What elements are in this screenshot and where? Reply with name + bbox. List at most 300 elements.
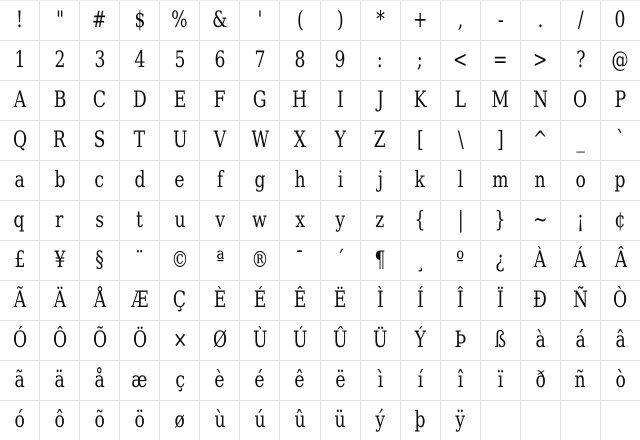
glyph-cell[interactable] [361, 281, 400, 320]
glyph-cell[interactable] [280, 321, 319, 360]
glyph: Í [416, 287, 424, 313]
glyph: [ [416, 127, 424, 153]
glyph-cell[interactable] [120, 1, 159, 40]
glyph: $ [134, 7, 146, 33]
glyph-cell[interactable] [40, 121, 79, 160]
glyph: q [14, 207, 26, 233]
glyph-cell[interactable] [40, 241, 79, 280]
glyph: A [13, 87, 26, 113]
glyph: r [55, 207, 64, 233]
glyph: £ [14, 247, 25, 273]
glyph: E [173, 87, 187, 113]
glyph: Ï [496, 287, 504, 313]
glyph: % [171, 7, 188, 33]
glyph-cell[interactable] [280, 161, 319, 200]
glyph-cell[interactable] [361, 81, 400, 120]
glyph-cell[interactable] [601, 81, 640, 120]
glyph-cell[interactable] [561, 41, 600, 80]
glyph: Û [332, 327, 348, 353]
glyph: R [53, 127, 67, 153]
glyph-cell[interactable] [401, 321, 440, 360]
glyph: ® [251, 247, 269, 273]
glyph: ` [616, 127, 625, 153]
glyph-cell[interactable] [40, 401, 79, 440]
empty-cell [561, 401, 600, 440]
glyph: d [134, 167, 146, 193]
glyph-cell[interactable] [441, 81, 480, 120]
glyph-cell[interactable] [561, 121, 600, 160]
glyph-cell[interactable] [280, 1, 319, 40]
glyph-cell[interactable] [120, 121, 159, 160]
glyph: ´ [335, 247, 345, 273]
glyph-cell[interactable] [441, 241, 480, 280]
glyph-cell[interactable] [240, 321, 279, 360]
glyph-cell[interactable] [561, 201, 600, 240]
glyph-cell[interactable] [561, 81, 600, 120]
glyph-cell[interactable] [120, 201, 159, 240]
glyph: ñ [574, 367, 586, 393]
glyph: Å [93, 287, 106, 313]
glyph-cell[interactable] [240, 201, 279, 240]
glyph-cell[interactable] [280, 81, 319, 120]
glyph: @ [611, 47, 630, 73]
glyph-cell[interactable] [240, 81, 279, 120]
glyph-cell[interactable] [280, 121, 319, 160]
glyph-cell[interactable] [80, 361, 119, 400]
glyph-cell[interactable] [601, 281, 640, 320]
glyph-cell[interactable] [441, 161, 480, 200]
glyph-cell[interactable] [120, 401, 159, 440]
glyph-cell[interactable] [120, 41, 159, 80]
glyph: ä [54, 367, 65, 393]
glyph-cell[interactable] [481, 281, 520, 320]
glyph: ¡ [576, 207, 584, 233]
glyph: æ [131, 367, 148, 393]
glyph-cell[interactable] [601, 241, 640, 280]
glyph: ú [254, 407, 266, 433]
glyph-cell[interactable] [40, 41, 79, 80]
glyph-cell[interactable] [441, 321, 480, 360]
glyph-cell[interactable] [521, 81, 560, 120]
glyph-cell[interactable] [200, 321, 239, 360]
glyph-cell[interactable] [40, 321, 79, 360]
glyph: a [14, 167, 25, 193]
glyph-cell[interactable] [561, 1, 600, 40]
glyph: 8 [294, 47, 306, 73]
glyph-cell[interactable] [321, 41, 360, 80]
glyph-cell[interactable] [401, 81, 440, 120]
glyph-cell[interactable] [481, 1, 520, 40]
glyph-cell[interactable] [441, 281, 480, 320]
glyph-cell[interactable] [200, 81, 239, 120]
glyph-cell[interactable] [160, 401, 199, 440]
glyph: ( [296, 7, 304, 33]
glyph-cell[interactable] [0, 361, 39, 400]
glyph-cell[interactable] [160, 81, 199, 120]
glyph: # [92, 7, 107, 33]
glyph-cell[interactable] [80, 1, 119, 40]
glyph-cell[interactable] [361, 1, 400, 40]
glyph-cell[interactable] [361, 121, 400, 160]
glyph: Ð [533, 287, 548, 313]
glyph-cell[interactable] [280, 361, 319, 400]
glyph: ~ [533, 207, 548, 233]
glyph-cell[interactable] [280, 241, 319, 280]
glyph-cell[interactable] [441, 201, 480, 240]
glyph: < [453, 47, 468, 73]
glyph-cell[interactable] [321, 1, 360, 40]
glyph: L [454, 87, 466, 113]
glyph-cell[interactable] [160, 241, 199, 280]
glyph-cell[interactable] [601, 41, 640, 80]
glyph-cell[interactable] [0, 321, 39, 360]
glyph: ê [294, 367, 306, 393]
glyph-cell[interactable] [40, 161, 79, 200]
glyph: ç [174, 367, 185, 393]
glyph: N [532, 87, 548, 113]
glyph-cell[interactable] [160, 1, 199, 40]
glyph: ¨ [135, 247, 145, 273]
glyph-cell[interactable] [321, 361, 360, 400]
glyph: \ [457, 127, 464, 153]
glyph-cell[interactable] [80, 41, 119, 80]
glyph-cell[interactable] [361, 401, 400, 440]
glyph-cell[interactable] [240, 281, 279, 320]
glyph: 6 [214, 47, 226, 73]
glyph-cell[interactable] [240, 1, 279, 40]
glyph-cell[interactable] [441, 1, 480, 40]
glyph-cell[interactable] [240, 361, 279, 400]
glyph: Y [334, 127, 346, 153]
glyph-cell[interactable] [601, 1, 640, 40]
glyph: § [95, 247, 104, 273]
glyph: Õ [92, 327, 107, 353]
glyph-cell[interactable] [80, 321, 119, 360]
glyph: M [491, 87, 510, 113]
glyph-cell[interactable] [0, 281, 39, 320]
glyph: ' [257, 7, 263, 33]
glyph: Ú [292, 327, 308, 353]
glyph-cell[interactable] [321, 121, 360, 160]
glyph: õ [94, 407, 105, 433]
glyph: z [375, 207, 385, 233]
glyph-cell[interactable] [40, 361, 79, 400]
glyph: | [457, 207, 464, 233]
glyph-cell[interactable] [441, 401, 480, 440]
glyph: l [457, 167, 463, 193]
glyph-cell[interactable] [361, 241, 400, 280]
glyph: 1 [14, 47, 25, 73]
glyph-cell[interactable] [321, 241, 360, 280]
glyph-cell[interactable] [280, 401, 319, 440]
glyph-cell[interactable] [120, 281, 159, 320]
glyph-cell[interactable] [521, 281, 560, 320]
glyph: ã [14, 367, 25, 393]
glyph-cell[interactable] [401, 161, 440, 200]
glyph-cell[interactable] [521, 41, 560, 80]
glyph-cell[interactable] [240, 401, 279, 440]
glyph: Ü [372, 327, 388, 353]
glyph: ¢ [615, 207, 626, 233]
glyph-cell[interactable] [401, 281, 440, 320]
glyph-cell[interactable] [200, 1, 239, 40]
glyph-cell[interactable] [521, 321, 560, 360]
glyph-cell[interactable] [200, 121, 239, 160]
glyph-cell[interactable] [80, 121, 119, 160]
glyph-cell[interactable] [481, 241, 520, 280]
glyph: t [136, 207, 144, 233]
glyph-cell[interactable] [321, 281, 360, 320]
glyph: Ø [212, 327, 227, 353]
glyph: Ö [132, 327, 147, 353]
glyph-cell[interactable] [601, 361, 640, 400]
glyph: * [375, 7, 385, 33]
glyph-cell[interactable] [120, 321, 159, 360]
glyph: é [254, 367, 265, 393]
glyph-cell[interactable] [200, 161, 239, 200]
glyph-cell[interactable] [521, 121, 560, 160]
glyph-cell[interactable] [120, 361, 159, 400]
glyph: Ñ [572, 287, 588, 313]
glyph-cell[interactable] [240, 121, 279, 160]
glyph: × [172, 327, 187, 353]
glyph-cell[interactable] [40, 201, 79, 240]
glyph-cell[interactable] [120, 81, 159, 120]
glyph-cell[interactable] [601, 121, 640, 160]
glyph: à [535, 327, 546, 353]
glyph: ý [375, 407, 385, 433]
glyph-cell[interactable] [481, 121, 520, 160]
glyph-cell[interactable] [441, 361, 480, 400]
glyph-cell[interactable] [200, 281, 239, 320]
glyph: i [337, 167, 343, 193]
glyph: ß [494, 327, 507, 353]
glyph-cell[interactable] [200, 201, 239, 240]
glyph: T [133, 127, 146, 153]
glyph-cell[interactable] [200, 361, 239, 400]
glyph-cell[interactable] [160, 321, 199, 360]
glyph: k [414, 167, 426, 193]
glyph: I [336, 87, 344, 113]
glyph-cell[interactable] [481, 321, 520, 360]
glyph: o [575, 167, 586, 193]
glyph-cell[interactable] [240, 241, 279, 280]
glyph: & [212, 7, 228, 33]
glyph-cell[interactable] [561, 361, 600, 400]
glyph-cell[interactable] [40, 281, 79, 320]
glyph-cell[interactable] [601, 201, 640, 240]
glyph-cell[interactable] [280, 201, 319, 240]
glyph-cell[interactable] [200, 401, 239, 440]
glyph-cell[interactable] [120, 161, 159, 200]
glyph: â [615, 327, 626, 353]
glyph: - [497, 7, 504, 33]
glyph-cell[interactable] [0, 161, 39, 200]
glyph-cell[interactable] [401, 1, 440, 40]
glyph: Ä [53, 287, 66, 313]
glyph: À [534, 247, 547, 273]
glyph: á [575, 327, 586, 353]
glyph: ¯ [295, 247, 305, 273]
glyph-cell[interactable] [481, 41, 520, 80]
glyph-cell[interactable] [80, 161, 119, 200]
glyph: } [494, 207, 506, 233]
glyph-cell[interactable] [361, 361, 400, 400]
empty-cell [601, 401, 640, 440]
glyph-cell[interactable] [441, 121, 480, 160]
glyph-cell[interactable] [120, 241, 159, 280]
glyph: ï [497, 367, 504, 393]
glyph-cell[interactable] [80, 281, 119, 320]
glyph: ¸ [415, 247, 425, 273]
empty-cell [481, 401, 520, 440]
glyph-cell[interactable] [521, 361, 560, 400]
glyph: ô [54, 407, 65, 433]
glyph-cell[interactable] [80, 241, 119, 280]
glyph-cell[interactable] [160, 41, 199, 80]
glyph-cell[interactable] [0, 41, 39, 80]
glyph-cell[interactable] [0, 1, 39, 40]
glyph: ª [215, 247, 224, 273]
glyph-cell[interactable] [401, 241, 440, 280]
glyph-cell[interactable] [441, 41, 480, 80]
glyph: 2 [54, 47, 66, 73]
glyph: x [295, 207, 305, 233]
glyph: f [216, 167, 224, 193]
glyph: © [171, 247, 189, 273]
glyph-cell[interactable] [80, 81, 119, 120]
glyph-cell[interactable] [160, 121, 199, 160]
glyph-cell[interactable] [561, 281, 600, 320]
glyph: , [457, 7, 463, 33]
glyph: í [417, 367, 423, 393]
glyph: b [54, 167, 66, 193]
glyph-cell[interactable] [0, 241, 39, 280]
glyph: ü [334, 407, 346, 433]
glyph-cell[interactable] [0, 81, 39, 120]
glyph: F [213, 87, 226, 113]
glyph-cell[interactable] [561, 321, 600, 360]
glyph: 9 [334, 47, 346, 73]
glyph-cell[interactable] [481, 361, 520, 400]
glyph: ¥ [54, 247, 66, 273]
glyph-cell[interactable] [80, 401, 119, 440]
glyph: û [294, 407, 306, 433]
glyph-cell[interactable] [200, 241, 239, 280]
glyph: ò [615, 367, 626, 393]
glyph-cell[interactable] [401, 121, 440, 160]
glyph-cell[interactable] [0, 121, 39, 160]
glyph: ? [575, 47, 585, 73]
glyph: Ë [333, 287, 347, 313]
glyph: è [214, 367, 225, 393]
glyph: p [614, 167, 626, 193]
glyph: Ã [13, 287, 26, 313]
glyph: n [534, 167, 546, 193]
glyph-cell[interactable] [361, 41, 400, 80]
glyph-cell[interactable] [0, 201, 39, 240]
glyph-cell[interactable] [160, 361, 199, 400]
glyph-cell[interactable] [361, 321, 400, 360]
glyph: = [493, 47, 508, 73]
glyph: ÿ [455, 407, 466, 433]
glyph: W [251, 127, 269, 153]
glyph-cell[interactable] [280, 281, 319, 320]
glyph-cell[interactable] [481, 201, 520, 240]
glyph-cell[interactable] [321, 201, 360, 240]
glyph-cell[interactable] [401, 201, 440, 240]
glyph: s [95, 207, 105, 233]
glyph: ø [174, 407, 185, 433]
glyph-cell[interactable] [200, 41, 239, 80]
glyph-cell[interactable] [40, 81, 79, 120]
glyph-cell[interactable] [321, 401, 360, 440]
glyph-cell[interactable] [240, 161, 279, 200]
glyph: H [292, 87, 308, 113]
glyph-cell[interactable] [521, 201, 560, 240]
glyph-cell[interactable] [40, 1, 79, 40]
glyph-cell[interactable] [481, 161, 520, 200]
glyph-cell[interactable] [521, 1, 560, 40]
glyph: D [132, 87, 147, 113]
glyph-cell[interactable] [160, 161, 199, 200]
glyph-cell[interactable] [321, 161, 360, 200]
glyph-cell[interactable] [361, 161, 400, 200]
glyph-cell[interactable] [240, 41, 279, 80]
glyph-cell[interactable] [561, 161, 600, 200]
glyph: + [412, 7, 428, 33]
glyph-cell[interactable] [401, 401, 440, 440]
glyph-cell[interactable] [601, 321, 640, 360]
glyph: É [253, 287, 267, 313]
glyph: Ô [52, 327, 67, 353]
glyph: 3 [94, 47, 106, 73]
glyph-cell[interactable] [280, 41, 319, 80]
glyph-cell[interactable] [401, 41, 440, 80]
glyph-cell[interactable] [561, 241, 600, 280]
glyph: . [537, 7, 544, 33]
glyph-cell[interactable] [160, 201, 199, 240]
glyph-cell[interactable] [160, 281, 199, 320]
glyph-cell[interactable] [321, 81, 360, 120]
glyph: " [55, 7, 64, 33]
glyph: Ý [414, 327, 426, 353]
glyph: ! [16, 7, 23, 33]
glyph: Ê [293, 287, 307, 313]
glyph-cell[interactable] [361, 201, 400, 240]
glyph-cell[interactable] [521, 161, 560, 200]
glyph: G [253, 87, 267, 113]
glyph: j [377, 167, 383, 193]
glyph-cell[interactable] [0, 401, 39, 440]
glyph: / [577, 7, 584, 33]
glyph: ^ [533, 127, 548, 153]
glyph: y [335, 207, 345, 233]
glyph-cell[interactable] [601, 161, 640, 200]
glyph: Æ [131, 287, 149, 313]
glyph: e [174, 167, 185, 193]
glyph: ë [334, 367, 346, 393]
glyph: m [492, 167, 509, 193]
glyph: Á [574, 247, 587, 273]
glyph-cell[interactable] [481, 81, 520, 120]
glyph: Ç [173, 287, 187, 313]
glyph-cell[interactable] [321, 321, 360, 360]
glyph-cell[interactable] [521, 241, 560, 280]
glyph-cell[interactable] [80, 201, 119, 240]
glyph-cell[interactable] [401, 361, 440, 400]
glyph: Â [614, 247, 627, 273]
